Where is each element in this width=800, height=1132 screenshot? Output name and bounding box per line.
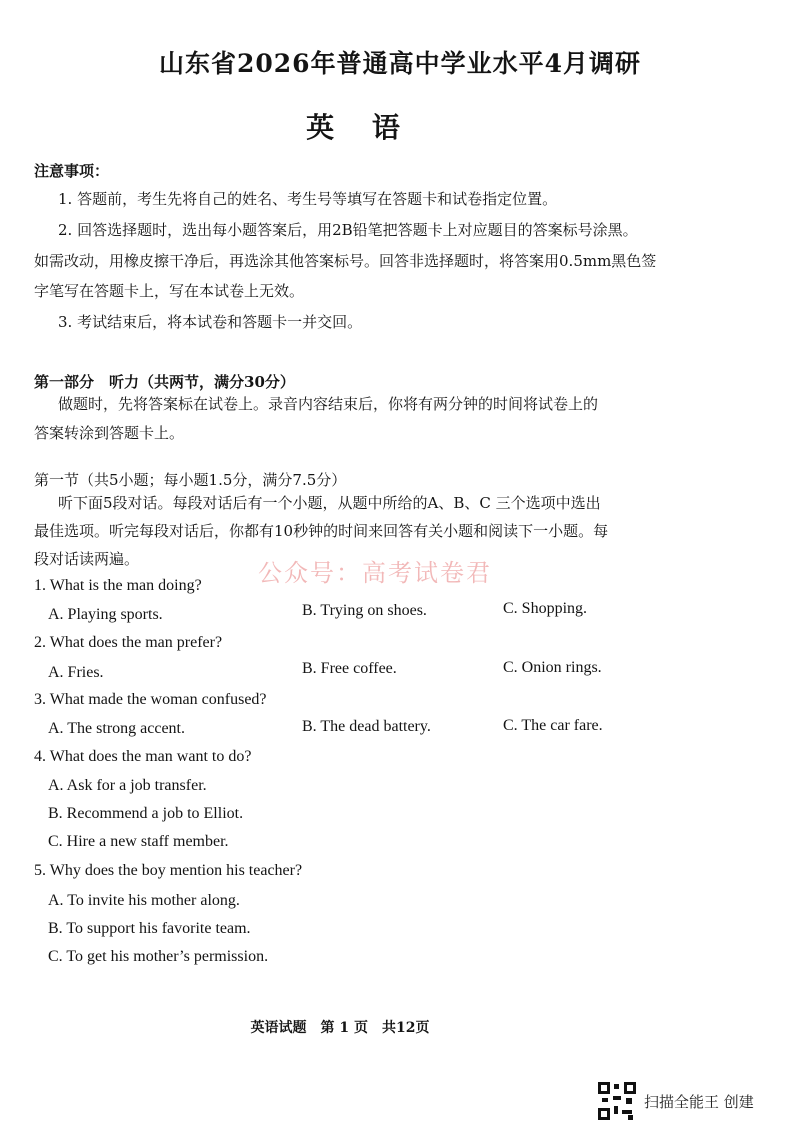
- option-b: B. Free coffee.: [302, 660, 397, 677]
- section1-desc: 段对话读两遍。: [34, 550, 140, 568]
- notice-item: 如需改动，用橡皮擦干净后，再选涂其他答案标号。回答非选择题时，将答案用0.5mm黑色签: [34, 252, 657, 270]
- notice-item: 1. 答题前，考生先将自己的姓名、考生号等填写在答题卡和试卷指定位置。: [58, 190, 558, 208]
- section1-desc: 听下面5段对话。每段对话后有一个小题，从题中所给的A、B、C 三个选项中选出: [58, 494, 601, 512]
- option-a: A. Ask for a job transfer.: [48, 777, 207, 794]
- option-a: A. Fries.: [48, 664, 104, 681]
- option-c: C. To get his mother’s permission.: [48, 948, 269, 965]
- qr-code-icon: [598, 1082, 636, 1120]
- page-footer: 英语试题 第 1 页 共12页: [250, 1020, 430, 1036]
- part1-heading: 第一部分 听力（共两节，满分30分）: [34, 373, 295, 391]
- part1-desc: 做题时，先将答案标在试卷上。录音内容结束后，你将有两分钟的时间将试卷上的: [58, 395, 599, 413]
- notice-heading: 注意事项：: [34, 162, 110, 180]
- notice-item: 3. 考试结束后，将本试卷和答题卡一并交回。: [58, 313, 363, 331]
- scanner-badge: [598, 1082, 754, 1120]
- option-c: C. Hire a new staff member.: [48, 833, 229, 850]
- option-b: B. Trying on shoes.: [302, 602, 427, 619]
- question-stem: 2. What does the man prefer?: [34, 634, 223, 651]
- section1-desc: 最佳选项。听完每段对话后，你都有10秒钟的时间来回答有关小题和阅读下一小题。每: [34, 522, 609, 540]
- option-a: A. Playing sports.: [48, 606, 163, 623]
- part1-desc: 答案转涂到答题卡上。: [34, 424, 185, 442]
- option-a: A. To invite his mother along.: [48, 892, 240, 909]
- question-stem: 5. Why does the boy mention his teacher?: [34, 862, 303, 879]
- option-c: C. The car fare.: [503, 717, 603, 734]
- subject-title: 英 语: [306, 111, 414, 144]
- question-stem: 1. What is the man doing?: [34, 577, 202, 594]
- option-c: C. Onion rings.: [503, 659, 602, 676]
- question-stem: 3. What made the woman confused?: [34, 691, 267, 708]
- section1-heading: 第一节（共5小题；每小题1.5分，满分7.5分）: [34, 471, 347, 489]
- option-c: C. Shopping.: [503, 600, 588, 617]
- notice-item: 字笔写在答题卡上，写在本试卷上无效。: [34, 282, 305, 300]
- question-stem: 4. What does the man want to do?: [34, 748, 252, 765]
- watermark: 公众号：高考试卷君: [258, 559, 492, 587]
- notice-item: 2. 回答选择题时，选出每小题答案后，用2B铅笔把答题卡上对应题目的答案标号涂黑。: [58, 221, 638, 239]
- exam-title: 山东省2026年普通高中学业水平4月调研: [159, 49, 641, 78]
- option-b: B. The dead battery.: [302, 718, 431, 735]
- option-a: A. The strong accent.: [48, 720, 185, 737]
- option-b: B. To support his favorite team.: [48, 920, 251, 937]
- option-b: B. Recommend a job to Elliot.: [48, 805, 244, 822]
- scanner-label: 扫描全能王 创建: [644, 1092, 754, 1111]
